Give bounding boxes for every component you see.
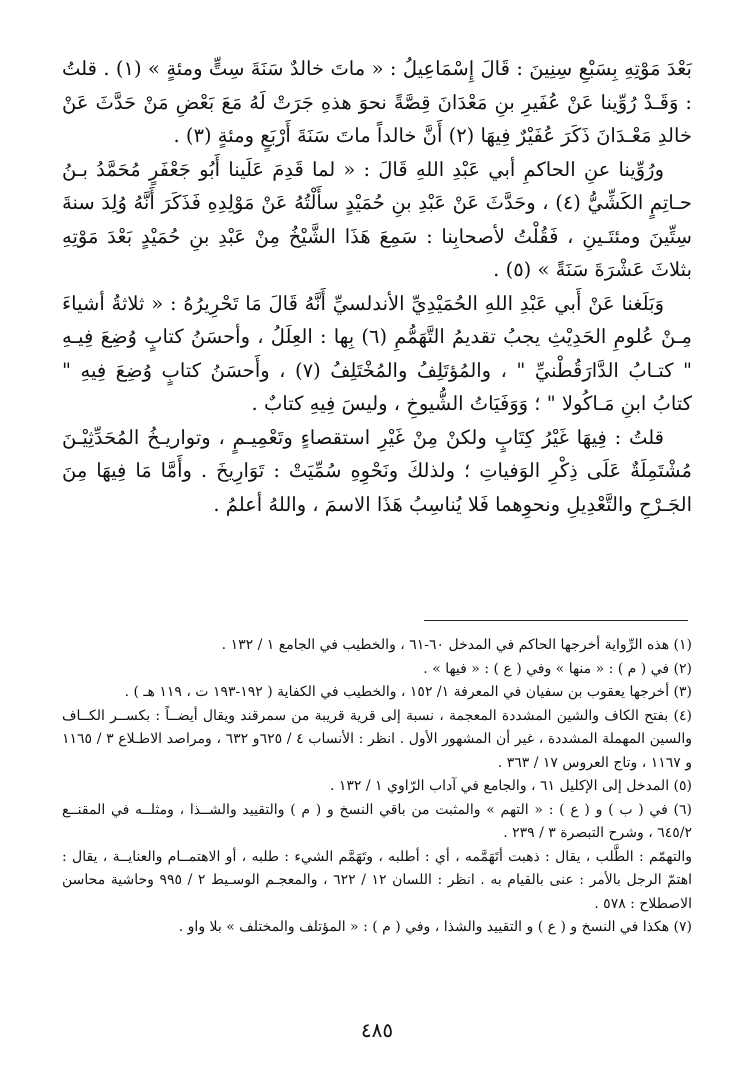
footnotes <box>62 634 692 940</box>
paragraph-1: بَعْدَ مَوْتِهِ بِسَبْعِ سِنِينَ : قَالَ إِسْمَاعِيلُ : « ماتَ خالدٌ سَنَةَ سِتٍّ ومئةٍ » (١) . قلتُ : وَقَـدْ رُوِّينا عَنْ عُفَيرِ بنِ مَعْدَانَ قِصَّةً نحوَ هذهِ جَرَتْ لَهُ مَعَ بَعْضِ مَنْ حَدَّثَ عَنْ خالدِ مَعْـدَانَ ذَكَرَ عُفَيْرٌ فِيهَا (٢) أَنَّ خالداً ماتَ سَنَةَ أَرْبَعٍ ومئةٍ (٣) . <box>62 57 692 147</box>
footnote-7: (٧) هكذا في النسخ و ( ع ) و التقييد والشذا ، وفي ( م ) : « المؤتلف والمختلف » بلا واو . <box>178 919 692 935</box>
main-text <box>62 52 692 521</box>
paragraph-4: قلتُ : فِيهَا غَيْرُ كِتَابٍ ولكنْ مِنْ غَيْرِ استقصاءٍ وتَعْمِيـمٍ ، وتواريـخُ المُحَدِّثِيْـنَ مُشْتَمِلَةٌ عَلَى ذِكْرِ الوَفياتِ ؛ ولذلكَ ونَحْوِهِ سُمِّيَتْ : تَوَارِيخَ . وأَمَّا مَا فِيهَا مِنَ الجَـرْحِ والتَّعْدِيلِ ونحوِهما فَلا يُناسِبُ هَذَا الاسمَ ، واللهُ أعلمُ . <box>62 425 692 516</box>
paragraph-3: وَبَلَغنا عَنْ أَبي عَبْدِ اللهِ الحُمَيْدِيِّ الأندلسيِّ أَنَّهُ قَالَ مَا تَحْرِيرُهُ : « ثلاثةُ أشياءَ مِـنْ عُلومِ الحَدِيْثِ يجبُ تقديمُ التَّهَمُّمِ (٦) بِها : العِلَلُ ، وأحسَنُ كتابٍ وُضِعَ فِيـهِ " كتـابُ الدَّارَقُطْنيِّ " ، والمُؤتَلِفُ والمُخْتَلِفُ (٧) ، وأَحسَنُ كتابٍ وُضِعَ فِيهِ " كتابُ ابنِ مَـاكُولا " ؛ وَوَفَيَاتُ الشُّيوخِ ، وليسَ فِيهِ كتابٌ . <box>62 291 692 415</box>
footnote-6: (٦) في ( ب ) و ( ع ) : « التهم » والمثبت من باقي النسخ و ( م ) والتقييد والشــذا ، ومثلــه في المقنــع ٦٤٥/٢ ، وشرح التبصرة ٣ / ٢٣٩ . <box>62 801 692 841</box>
footnote-5: (٥) المدخل إلى الإكليل ٦١ ، والجامع في آداب الرّاوي ١ / ١٣٢ . <box>329 778 692 794</box>
footnote-4: (٤) بفتح الكاف والشين المشددة المعجمة ، نسبة إلى قرية قريبة من سمرقند ويقال أيضــاً : بكســر الكــاف والسين المهملة المشددة ، غير أن المشهور الأول . انظر : الأنساب ٤ / ٦٢٥و ٦٣٢ ، ومراصد الاطـلاع ٣ / ١١٦٥ و ١١٦٧ ، وتاج العروس ١٧ / ٣٦٣ . <box>62 707 692 771</box>
footnote-1: (١) هذه الرِّواية أخرجها الحاكم في المدخل ٦٠-٦١ ، والخطيب في الجامع ١ / ١٣٢ . <box>221 637 692 653</box>
footnote-6-continuation: والتهمّم : الطَّلب ، يقال : ذهبت أتَهَمَّمه ، أي : أطلبه ، وتَهَمَّم الشيء : طلبه ، أو الاهتمــام والعنايــة ، يقال : اهتمّ الرجل بالأمر : عنى بالقيام به . انظر : اللسان ١٢ / ٦٢٢ ، والمعجـم الوسـيط ٢ / ٩٩٥ وحاشية محاسن الاصطلاح : ٥٧٨ . <box>62 848 693 912</box>
page-number: ٤٨٥ <box>360 1018 394 1042</box>
paragraph-2: ورُوِّينا عنِ الحاكمِ أبي عَبْدِ اللهِ قَالَ : « لما قَدِمَ عَلَينا أَبُو جَعْفَرٍ مُحَمَّدُ بـنُ حـاتِمٍ الكَشِّيُّ (٤) ، وحَدَّثَ عَنْ عَبْدِ بنِ حُمَيْدٍ سأَلْتُهُ عَنْ مَوْلِدِهِ فَذَكَرَ أَنَّهُ وُلِدَ سنةَ سِتِّينَ ومئتَـينِ ، فَقُلْتُ لأصحابِنا : سَمِعَ هَذَا الشَّيْخُ مِنْ عَبْدِ بنِ حُمَيْدٍ بَعْدَ مَوْتِهِ بثلاثَ عَشْرَةَ سَنَةً » (٥) . <box>62 157 692 281</box>
footnote-3: (٣) أخرجها يعقوب بن سفيان في المعرفة ١/ ١٥٢ ، والخطيب في الكفاية ( ١٩٢-١٩٣ ت ، ١١٩ هـ ) . <box>124 684 692 700</box>
footnote-separator <box>424 620 688 621</box>
footnote-2: (٢) في ( م ) : « منها » وفي ( ع ) : « فيها » . <box>423 660 692 677</box>
